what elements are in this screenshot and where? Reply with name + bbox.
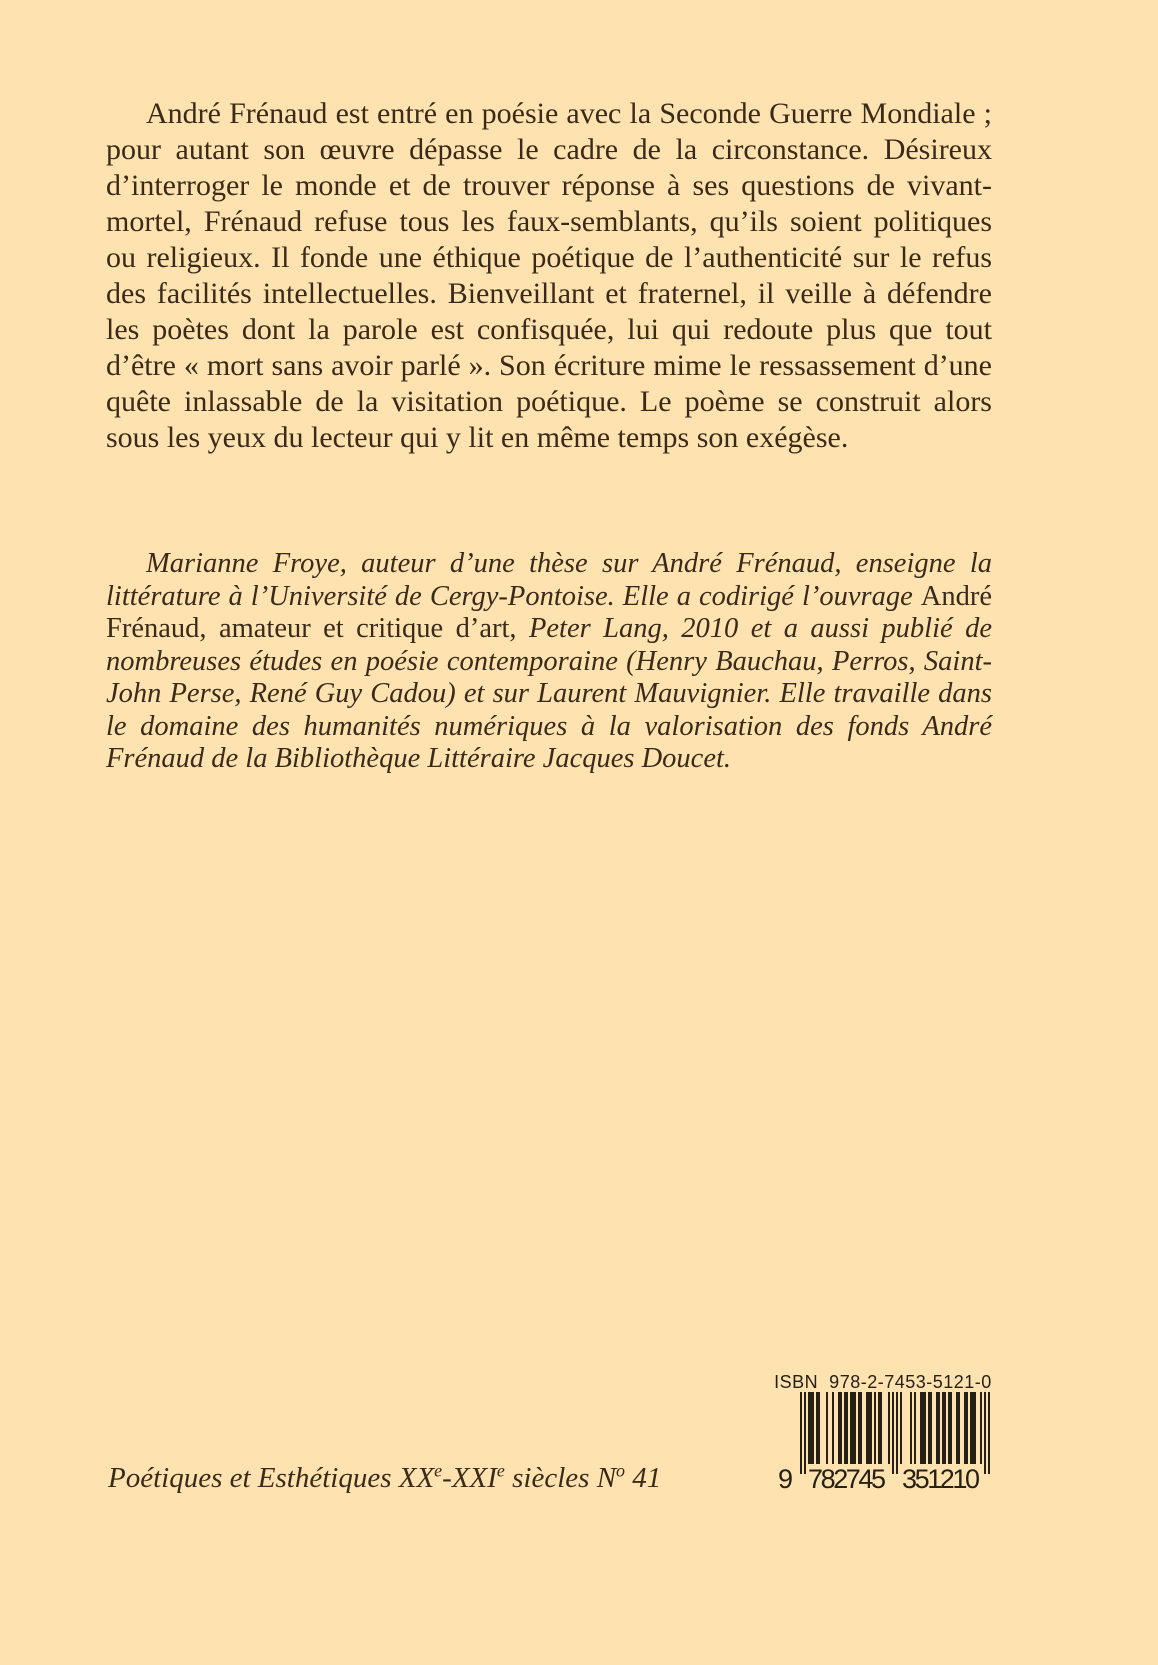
series-label-text-2: -XXI bbox=[442, 1462, 497, 1494]
isbn-number-label: ISBN 978-2-7453-5121-0 bbox=[774, 1372, 992, 1392]
series-superscript-2: e bbox=[496, 1460, 505, 1481]
series-superscript-1: e bbox=[434, 1460, 443, 1481]
bio-book-title-roman: André Frénaud, amateur et critique d’art, bbox=[106, 580, 992, 644]
barcode-left-digits: 782745 bbox=[808, 1464, 886, 1494]
barcode-right-digits: 351210 bbox=[902, 1464, 980, 1494]
barcode-bars bbox=[800, 1392, 990, 1474]
barcode-first-digit: 9 bbox=[778, 1464, 794, 1494]
bio-italic-part-1: Marianne Froye, auteur d’une thèse sur André Frénaud, enseigne la littérature à l’Université de Cergy-Pontoise. Elle a codirigé l’ouvrage bbox=[106, 548, 992, 612]
ean13-barcode bbox=[772, 1392, 994, 1494]
series-superscript-3: o bbox=[616, 1460, 626, 1481]
synopsis-paragraph: André Frénaud est entré en poésie avec la Seconde Guerre Mondiale ; pour autant son œuvre dépasse le cadre de la circonstance. Désireux d’interroger le monde et de trouver réponse à ses questions de vivant-mortel, Frénaud refuse tous les faux-semblants, qu’ils soient politiques ou religieux. Il fonde une éthique poétique de l’authenticité sur le refus des facilités intellectuelles. Bienveillant et fraternel, il veille à défendre les poètes dont la parole est confisquée, lui qui redoute plus que tout d’être « mort sans avoir parlé ». Son écriture mime le ressassement d’une quête inlassable de la visitation poétique. Le poème se construit alors sous les yeux du lecteur qui y lit en même temps son exégèse. bbox=[106, 97, 992, 454]
series-label bbox=[108, 1462, 661, 1495]
author-bio-paragraph bbox=[106, 548, 992, 776]
series-label-text-3: siècles N bbox=[504, 1462, 617, 1494]
isbn-barcode-block bbox=[772, 1372, 994, 1494]
series-label-text-4: 41 bbox=[625, 1462, 662, 1494]
series-label-text-1: Poétiques et Esthétiques XX bbox=[108, 1462, 435, 1494]
bio-italic-part-2: Peter Lang, 2010 et a aussi publié de nombreuses études en poésie contemporaine (Henry Bauchau, Perros, Saint-John Perse, René Guy Cadou) et sur Laurent Mauvignier. Elle travaille dans le domaine des humanités numériques à la valorisation des fonds André Frénaud de la Bibliothèque Littéraire Jacques Doucet. bbox=[106, 613, 992, 774]
